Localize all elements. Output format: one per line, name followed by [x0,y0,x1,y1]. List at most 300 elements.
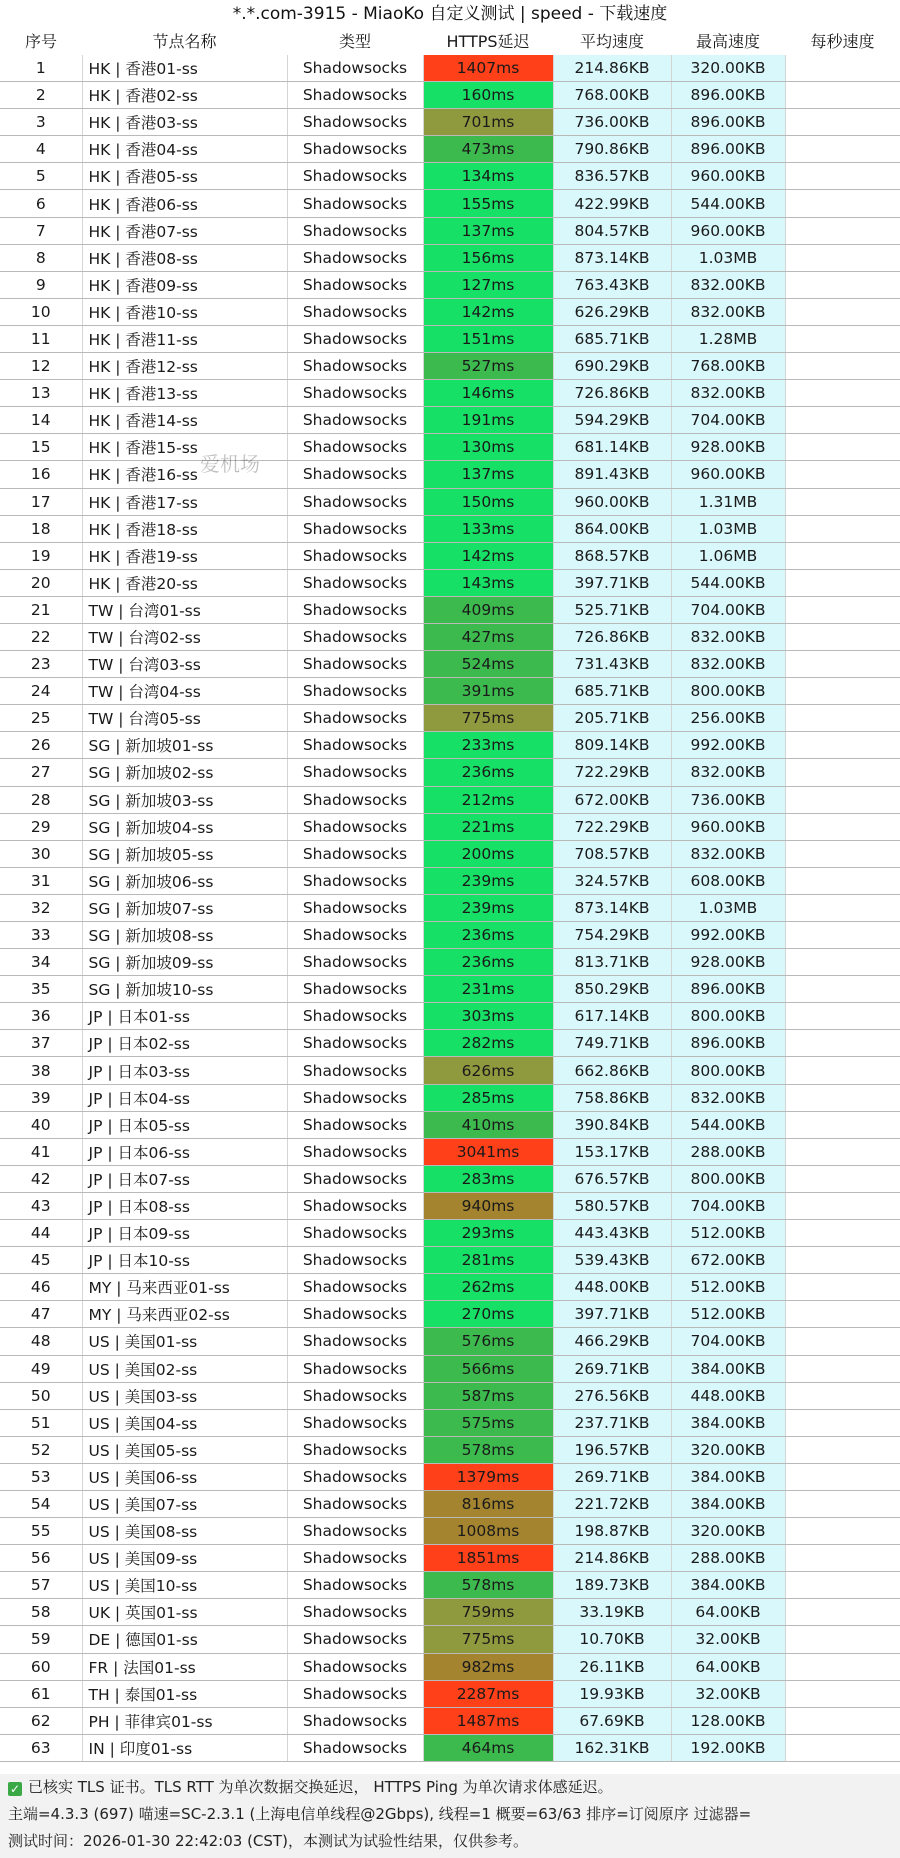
cell-https-latency: 239ms [423,894,553,921]
cell-per-second [785,1436,900,1463]
cell-node-name: HK | 香港06-ss [82,190,287,217]
table-row [0,922,900,949]
table-row [0,1626,900,1653]
cell-per-second [785,325,900,352]
table-row [0,1545,900,1572]
cell-node-name: SG | 新加坡10-ss [82,976,287,1003]
cell-https-latency: 281ms [423,1247,553,1274]
cell-no: 43 [0,1192,82,1219]
cell-avg-speed: 873.14KB [553,244,671,271]
cell-no: 51 [0,1409,82,1436]
cell-per-second [785,1220,900,1247]
cell-https-latency: 464ms [423,1734,553,1761]
table-row [0,1084,900,1111]
cell-type: Shadowsocks [287,596,423,623]
cell-max-speed: 1.06MB [671,542,785,569]
cell-per-second [785,353,900,380]
cell-node-name: HK | 香港03-ss [82,109,287,136]
cell-node-name: JP | 日本05-ss [82,1111,287,1138]
cell-max-speed: 832.00KB [671,298,785,325]
cell-avg-speed: 676.57KB [553,1165,671,1192]
cell-node-name: UK | 英国01-ss [82,1599,287,1626]
cell-per-second [785,651,900,678]
cell-no: 58 [0,1599,82,1626]
table-row [0,1572,900,1599]
cell-https-latency: 1008ms [423,1518,553,1545]
cell-avg-speed: 214.86KB [553,1545,671,1572]
cell-https-latency: 816ms [423,1490,553,1517]
cell-type: Shadowsocks [287,1436,423,1463]
cell-https-latency: 137ms [423,217,553,244]
cell-per-second [785,732,900,759]
cell-https-latency: 576ms [423,1328,553,1355]
cell-no: 34 [0,949,82,976]
cell-type: Shadowsocks [287,380,423,407]
cell-max-speed: 32.00KB [671,1626,785,1653]
cell-no: 28 [0,786,82,813]
cell-avg-speed: 850.29KB [553,976,671,1003]
table-row [0,488,900,515]
cell-node-name: US | 美国07-ss [82,1490,287,1517]
header-avg-speed: 平均速度 [553,26,671,55]
cell-per-second [785,217,900,244]
cell-no: 57 [0,1572,82,1599]
cell-max-speed: 544.00KB [671,1111,785,1138]
cell-https-latency: 293ms [423,1220,553,1247]
table-row [0,840,900,867]
cell-type: Shadowsocks [287,922,423,949]
cell-type: Shadowsocks [287,976,423,1003]
cell-https-latency: 150ms [423,488,553,515]
cell-max-speed: 32.00KB [671,1680,785,1707]
cell-per-second [785,678,900,705]
table-row [0,298,900,325]
cell-node-name: HK | 香港09-ss [82,271,287,298]
cell-https-latency: 155ms [423,190,553,217]
cell-no: 10 [0,298,82,325]
cell-node-name: JP | 日本02-ss [82,1030,287,1057]
cell-no: 16 [0,461,82,488]
table-row [0,217,900,244]
cell-no: 61 [0,1680,82,1707]
cell-no: 2 [0,82,82,109]
cell-avg-speed: 269.71KB [553,1463,671,1490]
cell-type: Shadowsocks [287,1192,423,1219]
cell-node-name: SG | 新加坡01-ss [82,732,287,759]
cell-type: Shadowsocks [287,109,423,136]
cell-avg-speed: 269.71KB [553,1355,671,1382]
cell-https-latency: 587ms [423,1382,553,1409]
cell-no: 45 [0,1247,82,1274]
cell-per-second [785,1165,900,1192]
cell-no: 54 [0,1490,82,1517]
cell-no: 50 [0,1382,82,1409]
table-row [0,1301,900,1328]
cell-no: 17 [0,488,82,515]
cell-https-latency: 982ms [423,1653,553,1680]
table-row [0,1192,900,1219]
cell-type: Shadowsocks [287,190,423,217]
speed-table [0,26,900,1762]
table-row [0,732,900,759]
cell-per-second [785,1030,900,1057]
cell-avg-speed: 891.43KB [553,461,671,488]
header-row [0,26,900,55]
cell-no: 33 [0,922,82,949]
table-row [0,325,900,352]
cell-max-speed: 512.00KB [671,1301,785,1328]
cell-max-speed: 704.00KB [671,596,785,623]
cell-avg-speed: 685.71KB [553,325,671,352]
cell-per-second [785,1003,900,1030]
table-row [0,894,900,921]
cell-type: Shadowsocks [287,163,423,190]
cell-https-latency: 283ms [423,1165,553,1192]
header-no: 序号 [0,26,82,55]
cell-https-latency: 566ms [423,1355,553,1382]
cell-https-latency: 146ms [423,380,553,407]
cell-max-speed: 928.00KB [671,434,785,461]
cell-no: 9 [0,271,82,298]
cell-https-latency: 410ms [423,1111,553,1138]
cell-type: Shadowsocks [287,515,423,542]
cell-avg-speed: 237.71KB [553,1409,671,1436]
cell-type: Shadowsocks [287,271,423,298]
cell-no: 47 [0,1301,82,1328]
cell-https-latency: 221ms [423,813,553,840]
cell-avg-speed: 768.00KB [553,82,671,109]
cell-avg-speed: 397.71KB [553,569,671,596]
cell-node-name: US | 美国01-ss [82,1328,287,1355]
cell-no: 4 [0,136,82,163]
cell-type: Shadowsocks [287,651,423,678]
cell-max-speed: 992.00KB [671,732,785,759]
cell-node-name: HK | 香港13-ss [82,380,287,407]
cell-https-latency: 1379ms [423,1463,553,1490]
cell-max-speed: 832.00KB [671,651,785,678]
cell-https-latency: 775ms [423,1626,553,1653]
cell-per-second [785,786,900,813]
table-row [0,515,900,542]
cell-no: 56 [0,1545,82,1572]
cell-node-name: SG | 新加坡04-ss [82,813,287,840]
cell-type: Shadowsocks [287,1247,423,1274]
cell-avg-speed: 873.14KB [553,894,671,921]
cell-type: Shadowsocks [287,1626,423,1653]
cell-no: 24 [0,678,82,705]
table-header [0,26,900,55]
cell-avg-speed: 809.14KB [553,732,671,759]
cell-no: 23 [0,651,82,678]
cell-per-second [785,623,900,650]
footer [0,1774,900,1858]
cell-no: 62 [0,1707,82,1734]
cell-max-speed: 832.00KB [671,840,785,867]
cell-avg-speed: 466.29KB [553,1328,671,1355]
cell-per-second [785,82,900,109]
cell-no: 8 [0,244,82,271]
cell-avg-speed: 731.43KB [553,651,671,678]
table-row [0,1220,900,1247]
cell-node-name: SG | 新加坡03-ss [82,786,287,813]
cell-max-speed: 512.00KB [671,1274,785,1301]
cell-type: Shadowsocks [287,1165,423,1192]
cell-no: 15 [0,434,82,461]
cell-node-name: PH | 菲律宾01-ss [82,1707,287,1734]
cell-https-latency: 239ms [423,867,553,894]
table-row [0,109,900,136]
table-row [0,136,900,163]
cell-node-name: JP | 日本04-ss [82,1084,287,1111]
cell-max-speed: 768.00KB [671,353,785,380]
cell-https-latency: 775ms [423,705,553,732]
cell-type: Shadowsocks [287,82,423,109]
cell-no: 11 [0,325,82,352]
table-row [0,623,900,650]
table-row [0,1247,900,1274]
cell-per-second [785,894,900,921]
table-row [0,542,900,569]
cell-no: 32 [0,894,82,921]
table-row [0,1463,900,1490]
cell-avg-speed: 448.00KB [553,1274,671,1301]
cell-node-name: FR | 法国01-ss [82,1653,287,1680]
cell-max-speed: 544.00KB [671,569,785,596]
cell-node-name: JP | 日本08-ss [82,1192,287,1219]
cell-https-latency: 701ms [423,109,553,136]
cell-https-latency: 262ms [423,1274,553,1301]
header-type: 类型 [287,26,423,55]
cell-per-second [785,1653,900,1680]
table-row [0,1382,900,1409]
header-name: 节点名称 [82,26,287,55]
cell-avg-speed: 198.87KB [553,1518,671,1545]
cell-node-name: SG | 新加坡06-ss [82,867,287,894]
cell-avg-speed: 205.71KB [553,705,671,732]
cell-avg-speed: 397.71KB [553,1301,671,1328]
cell-node-name: TW | 台湾01-ss [82,596,287,623]
cell-https-latency: 285ms [423,1084,553,1111]
cell-max-speed: 1.28MB [671,325,785,352]
table-row [0,651,900,678]
table-row [0,813,900,840]
cell-node-name: TW | 台湾03-ss [82,651,287,678]
table-row [0,1355,900,1382]
cell-max-speed: 832.00KB [671,623,785,650]
cell-avg-speed: 960.00KB [553,488,671,515]
cell-type: Shadowsocks [287,623,423,650]
cell-max-speed: 832.00KB [671,1084,785,1111]
cell-node-name: HK | 香港12-ss [82,353,287,380]
cell-max-speed: 192.00KB [671,1734,785,1761]
cell-no: 25 [0,705,82,732]
cell-avg-speed: 868.57KB [553,542,671,569]
cell-node-name: HK | 香港18-ss [82,515,287,542]
cell-type: Shadowsocks [287,1707,423,1734]
cell-max-speed: 288.00KB [671,1545,785,1572]
table-row [0,380,900,407]
table-row [0,82,900,109]
table-row [0,1490,900,1517]
table-row [0,353,900,380]
cell-max-speed: 704.00KB [671,1328,785,1355]
footer-time: 测试时间：2026-01-30 22:42:03 (CST)，本测试为试验性结果，仅供参考。 [8,1832,528,1850]
cell-per-second [785,434,900,461]
cell-max-speed: 832.00KB [671,759,785,786]
cell-https-latency: 524ms [423,651,553,678]
cell-avg-speed: 790.86KB [553,136,671,163]
cell-no: 1 [0,55,82,82]
cell-max-speed: 384.00KB [671,1355,785,1382]
cell-type: Shadowsocks [287,569,423,596]
cell-per-second [785,1355,900,1382]
cell-max-speed: 448.00KB [671,1382,785,1409]
cell-type: Shadowsocks [287,705,423,732]
cell-avg-speed: 813.71KB [553,949,671,976]
cell-max-speed: 128.00KB [671,1707,785,1734]
cell-max-speed: 800.00KB [671,1165,785,1192]
cell-no: 39 [0,1084,82,1111]
cell-node-name: US | 美国02-ss [82,1355,287,1382]
cell-https-latency: 282ms [423,1030,553,1057]
cell-per-second [785,109,900,136]
cell-max-speed: 672.00KB [671,1247,785,1274]
cell-per-second [785,1057,900,1084]
cell-type: Shadowsocks [287,1734,423,1761]
cell-per-second [785,1572,900,1599]
footer-note-line [0,1774,900,1801]
cell-node-name: HK | 香港20-ss [82,569,287,596]
cell-type: Shadowsocks [287,867,423,894]
cell-avg-speed: 617.14KB [553,1003,671,1030]
cell-https-latency: 759ms [423,1599,553,1626]
table-row [0,1653,900,1680]
cell-max-speed: 960.00KB [671,461,785,488]
cell-no: 22 [0,623,82,650]
cell-node-name: HK | 香港01-ss [82,55,287,82]
cell-no: 53 [0,1463,82,1490]
cell-https-latency: 3041ms [423,1138,553,1165]
cell-no: 13 [0,380,82,407]
cell-https-latency: 578ms [423,1436,553,1463]
cell-https-latency: 1487ms [423,1707,553,1734]
cell-node-name: HK | 香港02-ss [82,82,287,109]
cell-per-second [785,488,900,515]
footer-info: 主端=4.3.3 (697) 喵速=SC-2.3.1 (上海电信单线程@2Gbps), 线程=1 概要=63/63 排序=订阅原序 过滤器= [8,1805,752,1823]
cell-https-latency: 303ms [423,1003,553,1030]
cell-no: 31 [0,867,82,894]
cell-https-latency: 133ms [423,515,553,542]
cell-per-second [785,759,900,786]
cell-https-latency: 127ms [423,271,553,298]
cell-avg-speed: 722.29KB [553,759,671,786]
cell-node-name: SG | 新加坡02-ss [82,759,287,786]
cell-https-latency: 2287ms [423,1680,553,1707]
cell-avg-speed: 324.57KB [553,867,671,894]
cell-per-second [785,1111,900,1138]
cell-node-name: JP | 日本01-ss [82,1003,287,1030]
table-row [0,1599,900,1626]
cell-type: Shadowsocks [287,461,423,488]
cell-no: 35 [0,976,82,1003]
cell-no: 40 [0,1111,82,1138]
cell-per-second [785,271,900,298]
cell-node-name: JP | 日本10-ss [82,1247,287,1274]
table-row [0,1436,900,1463]
cell-per-second [785,1545,900,1572]
cell-https-latency: 409ms [423,596,553,623]
cell-max-speed: 992.00KB [671,922,785,949]
cell-avg-speed: 681.14KB [553,434,671,461]
cell-max-speed: 896.00KB [671,136,785,163]
cell-https-latency: 578ms [423,1572,553,1599]
cell-avg-speed: 672.00KB [553,786,671,813]
cell-node-name: HK | 香港19-ss [82,542,287,569]
cell-per-second [785,1247,900,1274]
cell-avg-speed: 33.19KB [553,1599,671,1626]
table-row [0,190,900,217]
cell-node-name: US | 美国05-ss [82,1436,287,1463]
cell-max-speed: 384.00KB [671,1490,785,1517]
cell-type: Shadowsocks [287,786,423,813]
table-row [0,1003,900,1030]
footer-note: 已核实 TLS 证书。TLS RTT 为单次数据交换延迟， HTTPS Ping 为单次请求体感延迟。 [28,1778,613,1796]
cell-node-name: DE | 德国01-ss [82,1626,287,1653]
cell-max-speed: 896.00KB [671,82,785,109]
cell-per-second [785,136,900,163]
cell-max-speed: 1.03MB [671,515,785,542]
cell-node-name: IN | 印度01-ss [82,1734,287,1761]
cell-avg-speed: 749.71KB [553,1030,671,1057]
cell-per-second [785,705,900,732]
cell-max-speed: 384.00KB [671,1463,785,1490]
cell-https-latency: 142ms [423,542,553,569]
cell-type: Shadowsocks [287,1030,423,1057]
cell-no: 7 [0,217,82,244]
cell-https-latency: 212ms [423,786,553,813]
cell-https-latency: 236ms [423,759,553,786]
cell-https-latency: 200ms [423,840,553,867]
cell-node-name: US | 美国03-ss [82,1382,287,1409]
table-row [0,759,900,786]
cell-max-speed: 320.00KB [671,55,785,82]
cell-type: Shadowsocks [287,1274,423,1301]
cell-per-second [785,840,900,867]
cell-max-speed: 736.00KB [671,786,785,813]
cell-node-name: US | 美国08-ss [82,1518,287,1545]
cell-avg-speed: 726.86KB [553,380,671,407]
cell-type: Shadowsocks [287,244,423,271]
cell-avg-speed: 443.43KB [553,1220,671,1247]
cell-per-second [785,55,900,82]
cell-max-speed: 960.00KB [671,163,785,190]
cell-per-second [785,1382,900,1409]
cell-no: 27 [0,759,82,786]
cell-no: 29 [0,813,82,840]
cell-per-second [785,569,900,596]
cell-node-name: HK | 香港14-ss [82,407,287,434]
cell-max-speed: 320.00KB [671,1436,785,1463]
cell-type: Shadowsocks [287,1599,423,1626]
cell-avg-speed: 214.86KB [553,55,671,82]
cell-node-name: HK | 香港11-ss [82,325,287,352]
cell-max-speed: 800.00KB [671,1003,785,1030]
cell-https-latency: 236ms [423,949,553,976]
cell-no: 3 [0,109,82,136]
table-row [0,786,900,813]
table-row [0,596,900,623]
cell-https-latency: 236ms [423,922,553,949]
